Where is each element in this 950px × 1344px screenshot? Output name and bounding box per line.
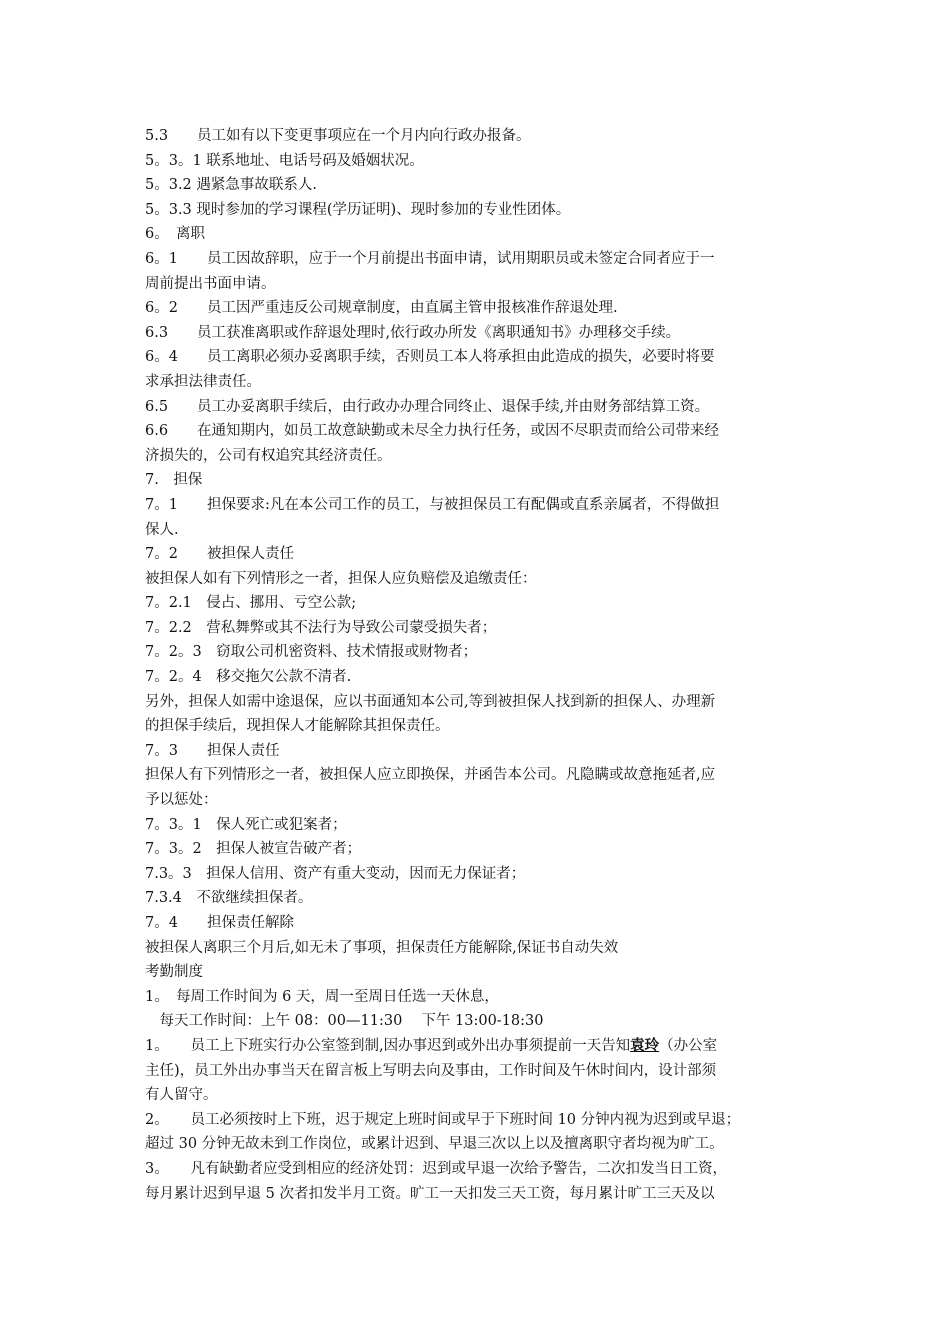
text-line: 7。4 担保责任解除 — [145, 915, 294, 931]
text-line: 5.3 员工如有以下变更事项应在一个月内向行政办报备。 — [145, 128, 531, 144]
text-line: 有人留守。 — [145, 1087, 218, 1104]
text-line: 7。3。1 保人死亡或犯案者； — [145, 816, 347, 833]
text-line: 6.6 在通知期内，如员工故意缺勤或未尽全力执行任务，或因不尽职责而给公司带来经 — [145, 423, 720, 440]
text-line: 6.3 员工获准离职或作辞退处理时,依行政办所发《离职通知书》办理移交手续。 — [145, 324, 681, 341]
text-line: 7. 担保 — [145, 472, 203, 489]
document-body-upper — [145, 124, 810, 1034]
text-line: 7。2.2 营私舞弊或其不法行为导致公司蒙受损失者； — [145, 619, 497, 636]
text-line: 7。2.1 侵占、挪用、亏空公款; — [145, 595, 357, 612]
text-line: 被担保人如有下列情形之一者，担保人应负赔偿及追缴责任： — [145, 570, 537, 587]
text-line: 1。 每周工作时间为 6 天，周一至周日任选一天休息， — [145, 988, 499, 1005]
text-line: 主任)，员工外出办事当天在留言板上写明去向及事由，工作时间及午休时间内，设计部须 — [145, 1062, 717, 1079]
text-line: 7。2 被担保人责任 — [145, 546, 294, 563]
document-page — [145, 124, 810, 1206]
text-line: 7。3。2 担保人被宣告破产者； — [145, 841, 362, 858]
contact-name: 袁玲 — [630, 1036, 660, 1054]
text-line: 6.5 员工办妥离职手续后，由行政办办理合同终止、退保手续,并由财务部结算工资。 — [145, 398, 710, 415]
text-line: 5。3。1 联系地址、电话号码及婚姻状况。 — [145, 152, 424, 169]
document-body-lower — [145, 1108, 810, 1206]
text-run: 1。 员工上下班实行办公室签到制,因办事迟到或外出办事须提前一天告知 — [145, 1037, 631, 1054]
text-line: 每天工作时间：上午 08：00—11:30 下午 13:00-18:30 — [145, 1013, 544, 1030]
text-run: （办公室 — [659, 1037, 718, 1054]
attendance-notice-paragraph — [145, 1034, 810, 1108]
text-line: 的担保手续后，现担保人才能解除其担保责任。 — [145, 718, 450, 735]
text-line: 6。 离职 — [145, 226, 205, 243]
text-line: 7。2。3 窃取公司机密资料、技术情报或财物者； — [145, 644, 478, 661]
text-line: 7.3。3 担保人信用、资产有重大变动，因而无力保证者； — [145, 865, 526, 882]
text-line: 7。1 担保要求:凡在本公司工作的员工，与被担保员工有配偶或直系亲属者，不得做担 — [145, 496, 720, 513]
text-line: 被担保人离职三个月后,如无未了事项，担保责任方能解除,保证书自动失效 — [145, 939, 619, 956]
text-line: 7.3.4 不欲继续担保者。 — [145, 890, 313, 907]
text-line: 3。 凡有缺勤者应受到相应的经济处罚：迟到或早退一次给予警告，二次扣发当日工资， — [145, 1160, 727, 1177]
text-line: 求承担法律责任。 — [145, 373, 261, 390]
text-line: 7。3 担保人责任 — [145, 742, 280, 759]
text-line: 济损失的，公司有权追究其经济责任。 — [145, 447, 392, 464]
text-line: 每月累计迟到早退 5 次者扣发半月工资。旷工一天扣发三天工资，每月累计旷工三天及以 — [145, 1185, 715, 1202]
text-line: 超过 30 分钟无故未到工作岗位，或累计迟到、早退三次以上以及擅离职守者均视为旷工。 — [145, 1136, 724, 1153]
text-line: 6。2 员工因严重违反公司规章制度，由直属主管申报核准作辞退处理. — [145, 300, 618, 317]
text-line: 7。2。4 移交拖欠公款不清者. — [145, 669, 352, 686]
text-line: 周前提出书面申请。 — [145, 275, 276, 292]
text-line: 5。3.3 现时参加的学习课程(学历证明)、现时参加的专业性团体。 — [145, 201, 571, 218]
text-line: 保人. — [145, 521, 179, 538]
text-line: 予以惩处： — [145, 792, 218, 809]
text-line — [145, 1034, 810, 1059]
text-line: 6。1 员工因故辞职，应于一个月前提出书面申请，试用期职员或未签定合同者应于一 — [145, 250, 715, 267]
text-line: 担保人有下列情形之一者，被担保人应立即换保，并函告本公司。凡隐瞒或故意拖延者,应 — [145, 767, 716, 784]
text-line: 5。3.2 遇紧急事故联系人. — [145, 177, 318, 194]
text-line: 6。4 员工离职必须办妥离职手续，否则员工本人将承担由此造成的损失，必要时将要 — [145, 349, 715, 366]
text-line: 考勤制度 — [145, 964, 203, 981]
text-line: 另外，担保人如需中途退保，应以书面通知本公司,等到被担保人找到新的担保人、办理新 — [145, 693, 716, 710]
text-line: 2。 员工必须按时上下班，迟于规定上班时间或早于下班时间 10 分钟内视为迟到或早退； — [145, 1111, 741, 1128]
